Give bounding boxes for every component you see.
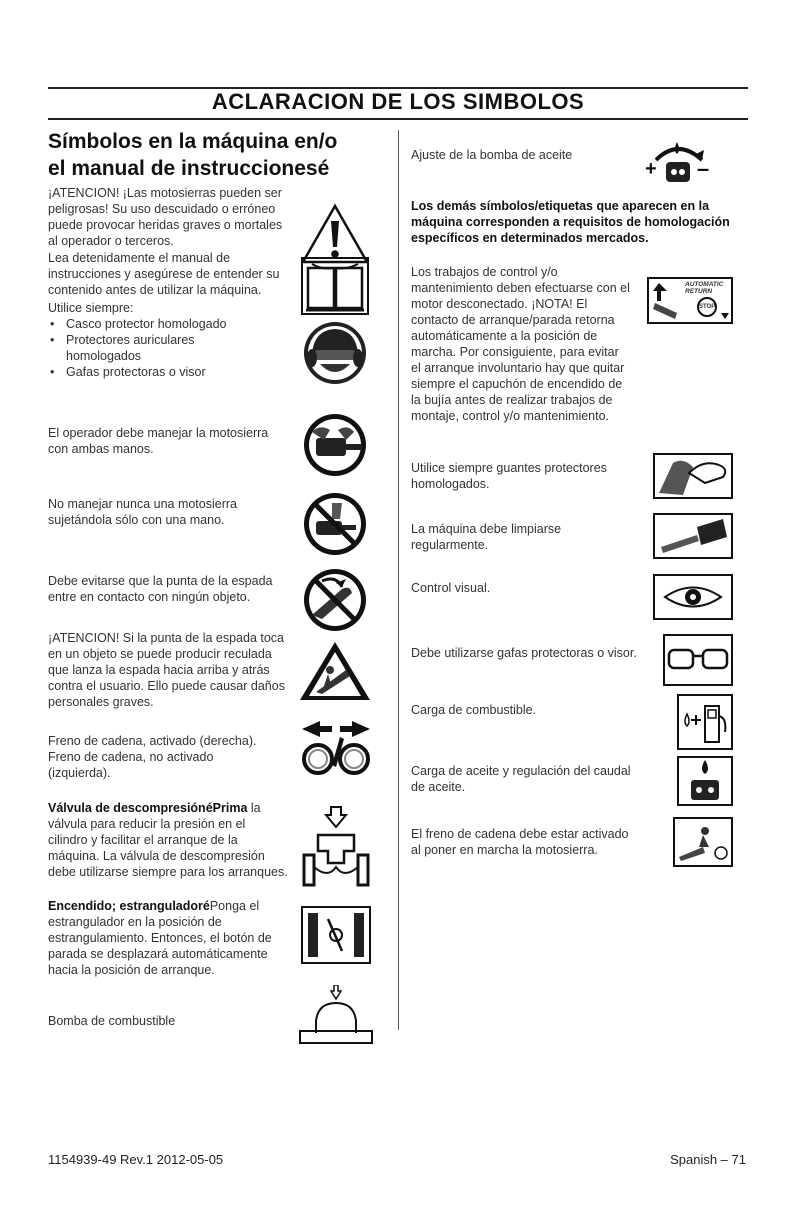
decompression-valve-body: la válvula para reducir la presión en el cilindro y facilitar el arranque de la máquina. La válvula de descompresión debe utilizarse siempre para los arranques.	[48, 801, 288, 879]
other-symbols-text: Los demás símbolos/etiquetas que aparecen en la máquina corresponden a requisitos de homologación específicos en determinados mercados.	[411, 199, 730, 245]
page-number: Spanish – 71	[670, 1152, 746, 1167]
doc-number: 1154939-49 Rev.1 2012-05-05	[48, 1152, 224, 1167]
kickback-warning-icon	[298, 640, 372, 702]
oil-fill-icon	[677, 756, 733, 806]
use-always-text: Utilice siempre:	[48, 301, 134, 315]
choke-icon	[300, 905, 372, 965]
goggles-text: Debe utilizarse gafas protectoras o visor.	[411, 646, 637, 660]
tip-contact-text: Debe evitarse que la punta de la espada entre en contacto con ningún objeto.	[48, 574, 273, 604]
stop-label: STOP	[699, 304, 716, 310]
fuel-pump-icon	[298, 985, 374, 1045]
decompression-valve-label: Válvula de descompresiónéPrima	[48, 801, 248, 815]
title-underline	[48, 118, 748, 120]
chain-brake-icon	[298, 717, 374, 779]
clean-brush-icon	[653, 513, 733, 559]
helmet-earmuff-goggles-icon	[302, 320, 368, 386]
ppe-item: • Gafas protectoras o visor	[48, 364, 228, 380]
choke-text	[48, 898, 288, 978]
read-manual-icon	[300, 256, 370, 316]
no-one-hand-icon	[302, 491, 368, 557]
brake-start-icon	[673, 817, 733, 867]
visual-control-text: Control visual.	[411, 581, 491, 595]
fuel-text: Carga de combustible.	[411, 703, 537, 717]
two-hands-chainsaw-icon	[302, 412, 368, 478]
auto-return-text: Los trabajos de control y/o mantenimiento deben efectuarse con el motor desconectado. ¡NOTA! El contacto de arranque/parada retorna automáticamente a la posición de marcha. Por consiguiente, para evitar el arranque involuntario hay que quitar siempre el capuchón de encendido de la bujía antes de realizar trabajos de montaje, control y/o mantenimiento.	[411, 265, 630, 423]
choke-label: Encendido; estranguladoré	[48, 899, 210, 913]
two-hands-text: El operador debe manejar la motosierra con ambas manos.	[48, 426, 269, 456]
oil-plus-sign: +	[645, 158, 657, 180]
section-heading: Símbolos en la máquina en/o el manual de instruccionesé	[48, 130, 338, 180]
one-hand-text: No manejar nunca una motosierra sujetándola sólo con una mano.	[48, 497, 237, 527]
ppe-item: • Casco protector homologado	[48, 316, 228, 332]
gloves-text: Utilice siempre guantes protectores homologados.	[411, 461, 607, 491]
warning-text: ¡ATENCION! ¡Las motosierras pueden ser peligrosas! Su uso descuidado o erróneo puede provocar heridas graves o mortales al operador o terceros.	[48, 186, 283, 248]
auto-return-icon	[647, 277, 733, 324]
kickback-text: ¡ATENCION! Si la punta de la espada toca en un objeto se puede producir reculada que lanza la espada hacia arriba y atrás contra el usuario. Ello puede causar daños personales graves.	[48, 631, 285, 709]
decompression-valve-icon	[298, 805, 374, 887]
eye-icon	[653, 574, 733, 620]
auto-return-label: AUTOMATIC RETURN	[685, 281, 724, 295]
page-title: ACLARACION DE LOS SIMBOLOS	[211, 89, 585, 114]
goggles-icon	[663, 634, 733, 686]
gloves-icon	[653, 453, 733, 499]
ppe-list	[48, 316, 228, 380]
clean-text: La máquina debe limpiarse regularmente.	[411, 522, 562, 552]
brake-start-text: El freno de cadena debe estar activado al poner en marcha la motosierra.	[411, 827, 629, 857]
fuel-fill-icon	[677, 694, 733, 750]
oil-minus-sign: –	[697, 156, 710, 181]
oil-fill-text: Carga de aceite y regulación del caudal de aceite.	[411, 764, 631, 794]
manual-text: Lea detenidamente el manual de instrucciones y asegúrese de entender su contenido antes de utilizar la máquina.	[48, 251, 280, 297]
decompression-valve-text	[48, 800, 288, 880]
column-divider	[398, 130, 399, 1030]
no-tip-contact-icon	[302, 567, 368, 633]
choke-body: Ponga el estrangulador en la posición de estrangulamiento. Entonces, el botón de parada se desplazará automáticamente hacia la posición de arranque.	[48, 899, 272, 977]
ppe-item: • Protectores auriculares homologados	[48, 332, 228, 364]
oil-pump-text: Ajuste de la bomba de aceite	[411, 148, 573, 162]
fuel-pump-text: Bomba de combustible	[48, 1014, 176, 1028]
chain-brake-text: Freno de cadena, activado (derecha). Freno de cadena, no activado (izquierda).	[48, 734, 257, 780]
